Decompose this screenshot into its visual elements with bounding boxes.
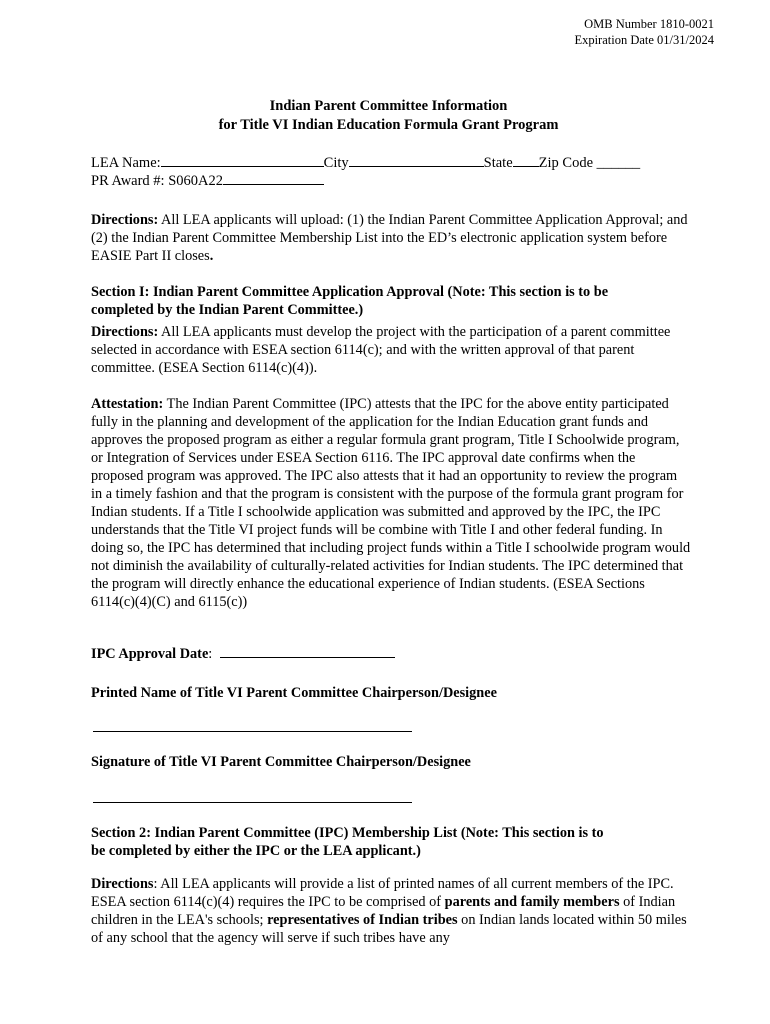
city-field[interactable] [349,152,484,167]
signature-line[interactable] [93,802,412,803]
approval-date-field[interactable] [220,643,395,658]
printed-name-label: Printed Name of Title VI Parent Committee Chairperson/Designee [91,685,497,701]
section2-text-1: : All LEA applicants will provide a list of printed names of all current members of the IPC. ESEA section 6114(c)(4) requires the IPC to be comprised of [91,876,674,910]
state-label: State [483,155,513,171]
directions-lead: Directions: [91,212,159,228]
document-title [91,97,686,135]
title-line-2: for Title VI Indian Education Formula Grant Program [218,117,559,133]
zip-label: Zip Code [538,155,594,171]
approval-date-row [91,643,395,663]
omb-header [574,16,714,48]
section1-directions-lead: Directions: [91,324,159,340]
title-line-1: Indian Parent Committee Information [269,98,508,114]
zip-field[interactable]: ______ [596,155,641,171]
approval-date-colon: : [208,646,213,662]
section1-heading: Section I: Indian Parent Committee Application Approval (Note: This section is to be completed by the Indian Parent Committee.) [91,284,609,318]
directions-text: All LEA applicants will upload: (1) the Indian Parent Committee Application Approval; and (2) the Indian Parent Committee Membership List into the ED’s electronic application system before EASIE Part II closes [91,212,688,264]
section2-directions [91,875,691,947]
approval-date-label: IPC Approval Date [91,646,209,662]
section2-directions-lead: Directions [91,876,154,892]
section2-text-2: of Indian children in the LEA's schools; [91,894,676,928]
expiration-date: Expiration Date 01/31/2024 [574,33,714,47]
pr-award-row [91,170,324,190]
pr-award-field[interactable] [223,170,324,185]
attestation-paragraph [91,395,691,611]
signature-label: Signature of Title VI Parent Committee Chairperson/Designee [91,754,471,770]
state-field[interactable] [513,152,539,167]
lea-info-row [91,152,640,172]
section1-directions [91,323,691,377]
directions-period: . [209,248,214,264]
section1-directions-text: All LEA applicants must develop the project with the participation of a parent committee selected in accordance with ESEA section 6114(c); and with the written approval of that parent committee. (ESEA Section 6114(c)(4)). [91,324,671,376]
lea-name-field[interactable] [161,152,324,167]
lea-name-label: LEA Name: [91,155,161,171]
pr-award-label: PR Award #: S060A22 [91,173,224,189]
section2-bold-2: representatives of Indian tribes [267,912,458,928]
city-label: City [323,155,349,171]
section2-heading [91,824,691,860]
printed-name-line[interactable] [93,731,412,732]
section2-heading-line-2: be completed by either the IPC or the LEA applicant.) [91,843,421,859]
omb-number: OMB Number 1810-0021 [584,17,714,31]
section2-text-3: on Indian lands located within 50 miles of any school that the agency will serve if such tribes have any [91,912,687,946]
intro-directions [91,211,691,265]
attestation-lead: Attestation: [91,396,164,412]
section2-heading-line-1: Section 2: Indian Parent Committee (IPC) Membership List (Note: This section is to [91,825,604,841]
section2-bold-1: parents and family members [444,894,620,910]
attestation-text: The Indian Parent Committee (IPC) attests that the IPC for the above entity participated fully in the planning and development of the application for the Indian Education grant funds and approves the proposed program as either a regular formula grant program, Title I Schoolwide program, or Integration of Services under ESEA Section 6116. The IPC approval date confirms when the proposed program was approved. The IPC also attests that it had an opportunity to review the program in a timely fashion and that the program is consistent with the purpose of the formula grant program for Indian students. If a Title I schoolwide application was submitted and approved by the IPC, the IPC understands that the Title VI project funds will be combine with Title I and other federal funding. In doing so, the IPC has determined that including project funds within a Title I schoolwide program would not diminish the availability of culturally-related activities for Indian students. The IPC determined that the program will directly enhance the educational experience of Indian students. (ESEA Sections 6114(c)(4)(C) and 6115(c)) [91,396,691,610]
